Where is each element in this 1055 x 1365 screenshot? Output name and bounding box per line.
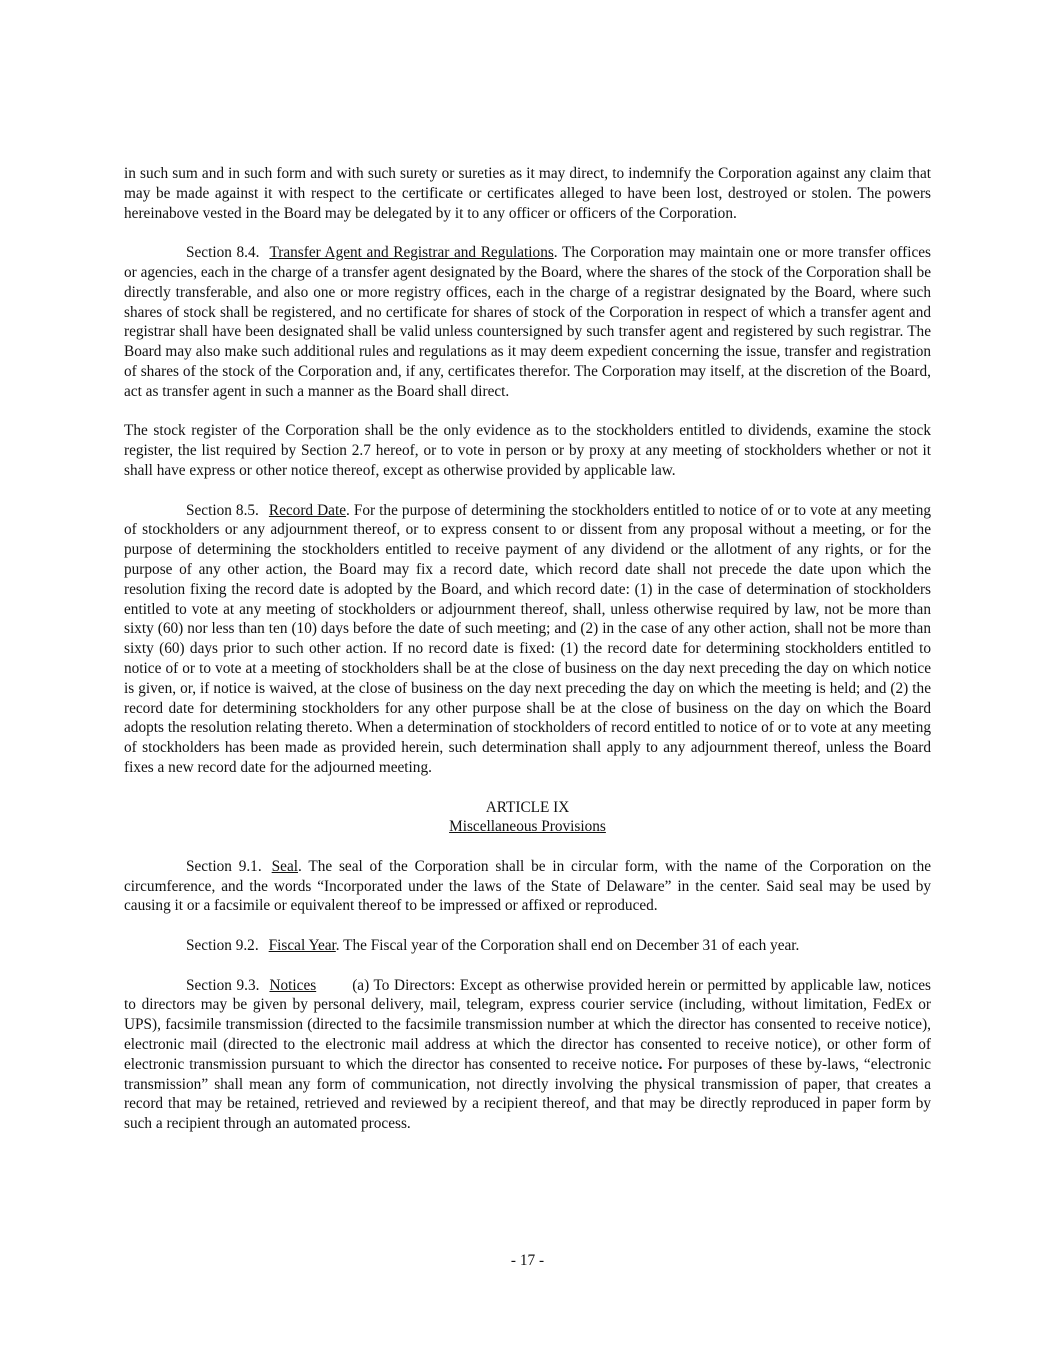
section-title: Seal	[271, 857, 298, 875]
section-title: Fiscal Year	[268, 937, 336, 955]
section-text-continued: For purposes of these by-laws, “electronic transmission” shall mean any form of communication, not directly involving the physical transmission of paper, that creates a record that may be retained, retrieved and reviewed by a recipient thereof, and that may be directly reproduced in paper form by such a recipient through an automated process.	[124, 1055, 931, 1133]
article-heading	[124, 798, 931, 838]
section-9-3	[124, 976, 931, 1134]
section-title: Record Date	[268, 501, 346, 519]
section-number: Section 8.4.	[186, 244, 260, 262]
section-text: . The seal of the Corporation shall be in circular form, with the name of the Corporation on the circumference, and the words “Incorporated under the laws of the State of Delaware” in the center. Said seal may be used by causing it or a facsimile or equivalent thereof to be impressed or affixed or reproduced.	[124, 857, 932, 915]
section-number: Section 9.1.	[186, 857, 262, 875]
section-9-2	[124, 936, 931, 956]
section-9-1	[124, 857, 931, 916]
section-text: . The Fiscal year of the Corporation shall end on December 31 of each year.	[335, 937, 800, 955]
section-text: (a) To Directors: Except as otherwise provided herein or permitted by applicable law, notices to directors may be given by personal delivery, mail, telegram, express courier service (including, without limitation, FedEx or UPS), facsimile transmission (directed to the facsimile transmission number at which the director has consented to receive notice), electronic mail (directed to the electronic mail address at which the director has consented to receive notice), or other form of electronic transmission pursuant to which the director has consented to receive notice	[124, 976, 931, 1073]
section-text-bold-period: .	[658, 1055, 663, 1073]
section-text: . The Corporation may maintain one or more transfer offices or agencies, each in the charge of a transfer agent designated by the Board, where the shares of the stock of the Corporation shall be directly transferable, and also one or more registry offices, each in the charge of a registrar designated by the Board, where such shares of stock shall be registered, and no certificate for shares of stock of the Corporation in respect of which a transfer agent and registrar shall have been designated shall be valid unless countersigned by such transfer agent and registered by such registrar. The Board may also make such additional rules and regulations as it may deem expedient concerning the issue, transfer and registration of shares of the stock of the Corporation and, if any, certificates therefor. The Corporation may itself, at the discretion of the Board, act as transfer agent in such a manner as the Board shall direct.	[124, 244, 931, 400]
paragraph-stock-register: The stock register of the Corporation shall be the only evidence as to the stockholders entitled to dividends, examine the stock register, the list required by Section 2.7 hereof, or to vote in person or by proxy at any meeting of stockholders whether or not it shall have express or other notice thereof, except as otherwise provided by applicable law.	[124, 422, 931, 479]
section-title: Notices	[269, 976, 317, 994]
section-text: . For the purpose of determining the stockholders entitled to notice of or to vote at any meeting of stockholders or any adjournment thereof, or to express consent to or dissent from any proposal without a meeting, or for the purpose of determining the stockholders entitled to receive payment of any dividend or the allotment of any rights, or for the purpose of any other action, the Board may fix a record date, which record date shall not precede the date upon which the resolution fixing the record date is adopted by the Board, and which record date: (1) in the case of determination of stockholders entitled to vote at any meeting of stockholders or adjournment thereof, shall, unless otherwise required by law, not be more than sixty (60) nor less than ten (10) days before the date of such meeting; and (2) in the case of any other action, shall not be more than sixty (60) days prior to such other action. If no record date is fixed: (1) the record date for determining stockholders entitled to notice of or to vote at a meeting of stockholders shall be at the close of business on the day next preceding the day on which notice is given, or, if notice is waived, at the close of business on the day next preceding the day on which the meeting is held; and (2) the record date for determining stockholders for any other purpose shall be at the close of business on the day on which the Board adopts the resolution relating thereto. When a determination of stockholders of record entitled to notice of or to vote at any meeting of stockholders has been made as provided herein, such determination shall apply to any adjournment thereof, unless the Board fixes a new record date for the adjourned meeting.	[124, 501, 932, 776]
section-title: Transfer Agent and Registrar and Regulations	[269, 244, 554, 262]
page-number: - 17 -	[510, 1252, 545, 1269]
document-page	[124, 164, 931, 1154]
section-number: Section 9.2.	[186, 937, 259, 955]
section-number: Section 9.3.	[186, 976, 260, 994]
article-title: Miscellaneous Provisions	[449, 818, 606, 836]
section-8-4	[124, 243, 931, 401]
paragraph-continuation: in such sum and in such form and with such surety or sureties as it may direct, to indemnify the Corporation against any claim that may be made against it with respect to the certificate or certificates alleged to have been lost, destroyed or stolen. The powers hereinabove vested in the Board may be delegated by it to any officer or officers of the Corporation.	[124, 165, 931, 222]
article-number: ARTICLE IX	[485, 798, 570, 816]
section-8-5	[124, 501, 931, 778]
section-number: Section 8.5.	[186, 501, 259, 519]
